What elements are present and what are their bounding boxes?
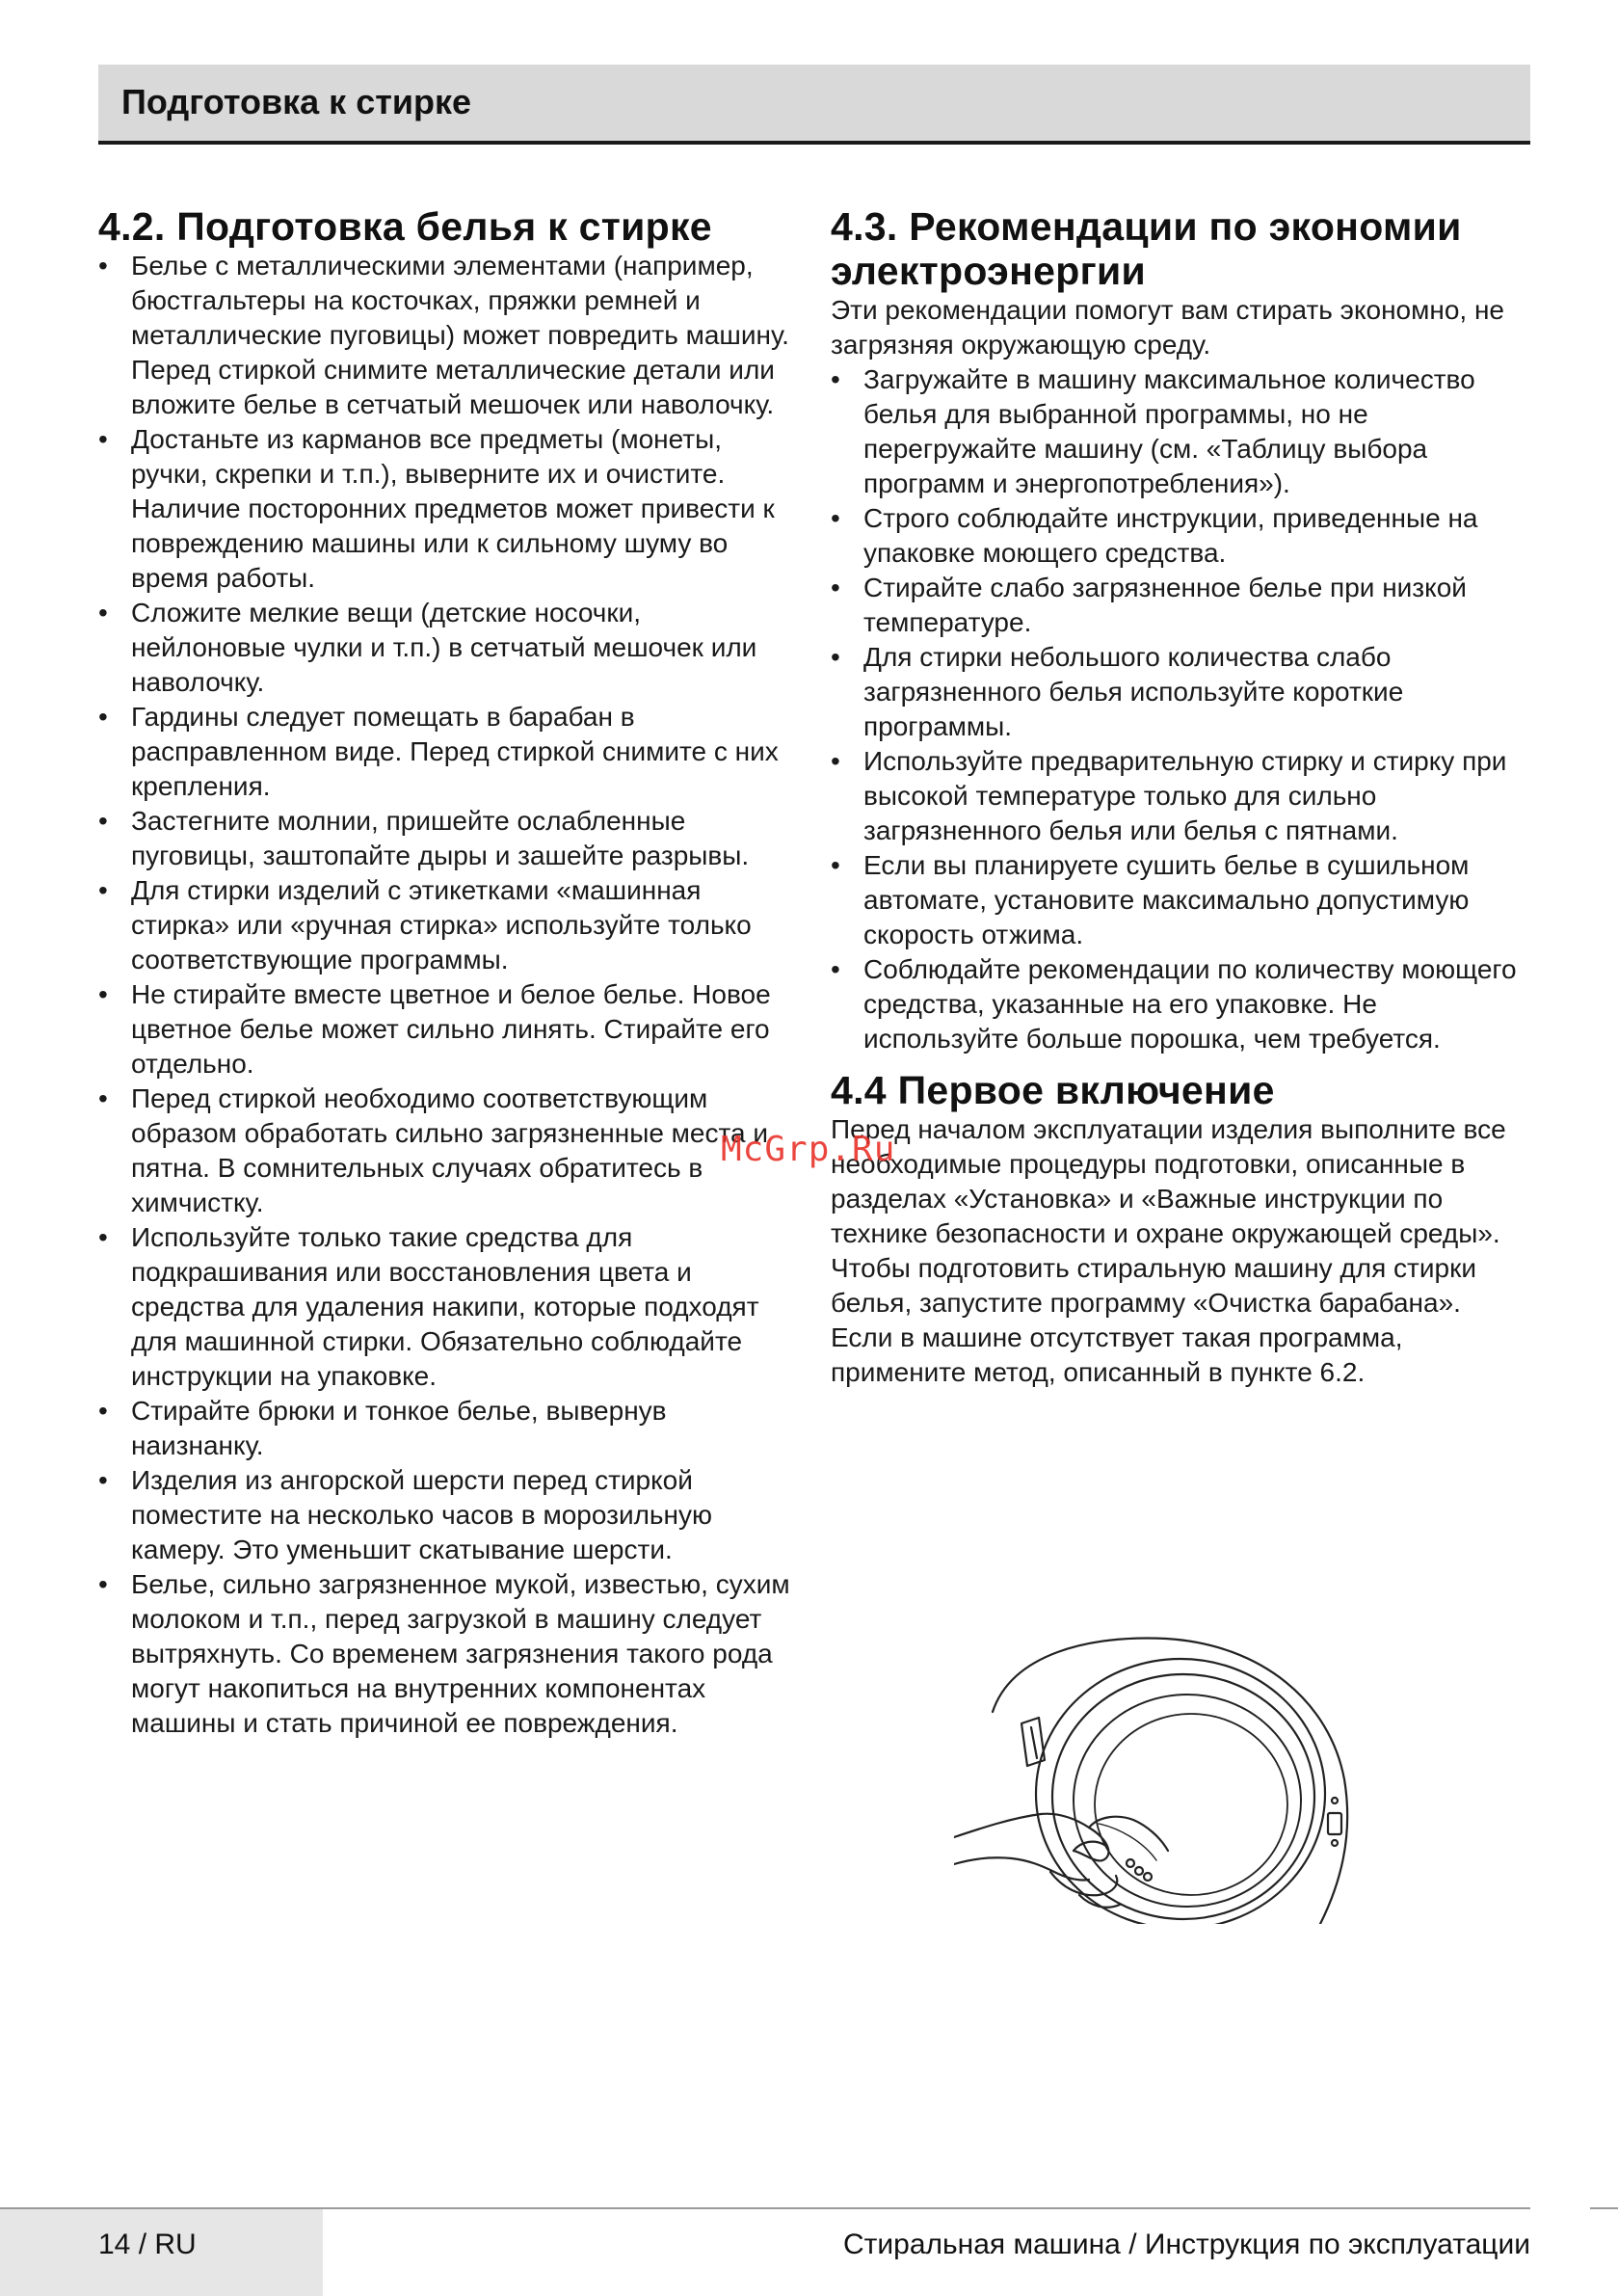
section-4-3-intro: Эти рекомендации помогут вам стирать экономно, не загрязняя окружающую среду. — [831, 295, 1505, 360]
right-column — [831, 204, 1530, 1402]
list-item: • Белье с металлическими элементами (например, бюстгальтеры на косточках, пряжки ремней и металлические пуговицы) может повредить машину. Перед стиркой снимите металлические детали или вложите белье в сетчатый мешочек или наволочку. — [98, 249, 802, 422]
list-item: • Застегните молнии, пришейте ослабленные пуговицы, заштопайте дыры и зашейте разрывы. — [98, 804, 802, 873]
list-item: • Перед стиркой необходимо соответствующим образом обработать сильно загрязненные места и пятна. В сомнительных случаях обратитесь в химчистку. — [98, 1081, 802, 1220]
list-item: • Не стирайте вместе цветное и белое белье. Новое цветное белье может сильно линять. Стирайте его отдельно. — [98, 977, 802, 1081]
footer-document-title: Стиральная машина / Инструкция по эксплуатации — [842, 2229, 1530, 2260]
section-4-3-heading: 4.3. Рекомендации по экономии электроэнергии — [831, 204, 1462, 293]
list-item: • Достаньте из карманов все предметы (монеты, ручки, скрепки и т.п.), выверните их и очистите. Наличие посторонних предметов может привести к повреждению машины или к сильному шуму во время работы. — [98, 422, 802, 596]
section-4-4-heading: 4.4 Первое включение — [831, 1068, 1275, 1112]
watermark-text: McGrp.Ru — [721, 1130, 896, 1169]
list-item: • Используйте только такие средства для подкрашивания или восстановления цвета и средства для удаления накипи, которые подходят для машинной стирки. Обязательно соблюдайте инструкции на упаковке. — [98, 1220, 802, 1394]
section-4-4 — [831, 1068, 1530, 1390]
section-4-4-para-2: Чтобы подготовить стиральную машину для стирки белья, запустите программу «Очистка барабана». Если в машине отсутствует такая программа, примените метод, описанный в пункте 6.2. — [831, 1253, 1476, 1387]
page-number: 14 / RU — [98, 2229, 197, 2260]
page-header-band — [98, 65, 1530, 145]
list-item: • Для стирки изделий с этикетками «машинная стирка» или «ручная стирка» используйте только соответствующие программы. — [98, 873, 802, 977]
list-item: • Соблюдайте рекомендации по количеству моющего средства, указанные на его упаковке. Не используйте больше порошка, чем требуется. — [831, 952, 1530, 1056]
section-4-2-heading: 4.2. Подготовка белья к стирке — [98, 204, 712, 249]
section-4-4-para-1: Перед началом эксплуатации изделия выполните все необходимые процедуры подготовки, описанные в разделах «Установка» и «Важные инструкции по технике безопасности и охране окружающей среды». — [831, 1114, 1506, 1248]
list-item: • Для стирки небольшого количества слабо загрязненного белья используйте короткие программы. — [831, 640, 1530, 744]
list-item: • Стирайте брюки и тонкое белье, вывернув наизнанку. — [98, 1394, 802, 1463]
list-item: • Загружайте в машину максимальное количество белья для выбранной программы, но не перегружайте машину (см. «Таблицу выбора программ и энергопотребления»). — [831, 362, 1530, 501]
section-4-3 — [831, 204, 1530, 1056]
list-item: • Сложите мелкие вещи (детские носочки, нейлоновые чулки и т.п.) в сетчатый мешочек или наволочку. — [98, 596, 802, 700]
section-4-2-list — [98, 249, 802, 1741]
list-item: • Строго соблюдайте инструкции, приведенные на упаковке моющего средства. — [831, 501, 1530, 571]
footer-page-box — [0, 2209, 323, 2296]
section-4-3-list — [831, 362, 1530, 1056]
washing-machine-door-illustration — [954, 1635, 1359, 1924]
list-item: • Если вы планируете сушить белье в сушильном автомате, установите максимально допустимую скорость отжима. — [831, 848, 1530, 952]
door-outer-ring — [1036, 1659, 1325, 1924]
list-item: • Используйте предварительную стирку и стирку при высокой температуре только для сильно загрязненного белья или белья с пятнами. — [831, 744, 1530, 848]
left-column — [98, 204, 802, 1741]
footer-divider-tick — [1590, 2207, 1618, 2209]
page-header-title: Подготовка к стирке — [121, 82, 472, 121]
list-item: • Изделия из ангорской шерсти перед стиркой поместите на несколько часов в морозильную камеру. Это уменьшит скатывание шерсти. — [98, 1463, 802, 1567]
list-item: • Гардины следует помещать в барабан в расправленном виде. Перед стиркой снимите с них крепления. — [98, 700, 802, 804]
list-item: • Стирайте слабо загрязненное белье при низкой температуре. — [831, 571, 1530, 640]
list-item: • Белье, сильно загрязненное мукой, известью, сухим молоком и т.п., перед загрузкой в машину следует вытряхнуть. Со временем загрязнения такого рода могут накопиться на внутренних компонентах машины и стать причиной ее повреждения. — [98, 1567, 802, 1741]
